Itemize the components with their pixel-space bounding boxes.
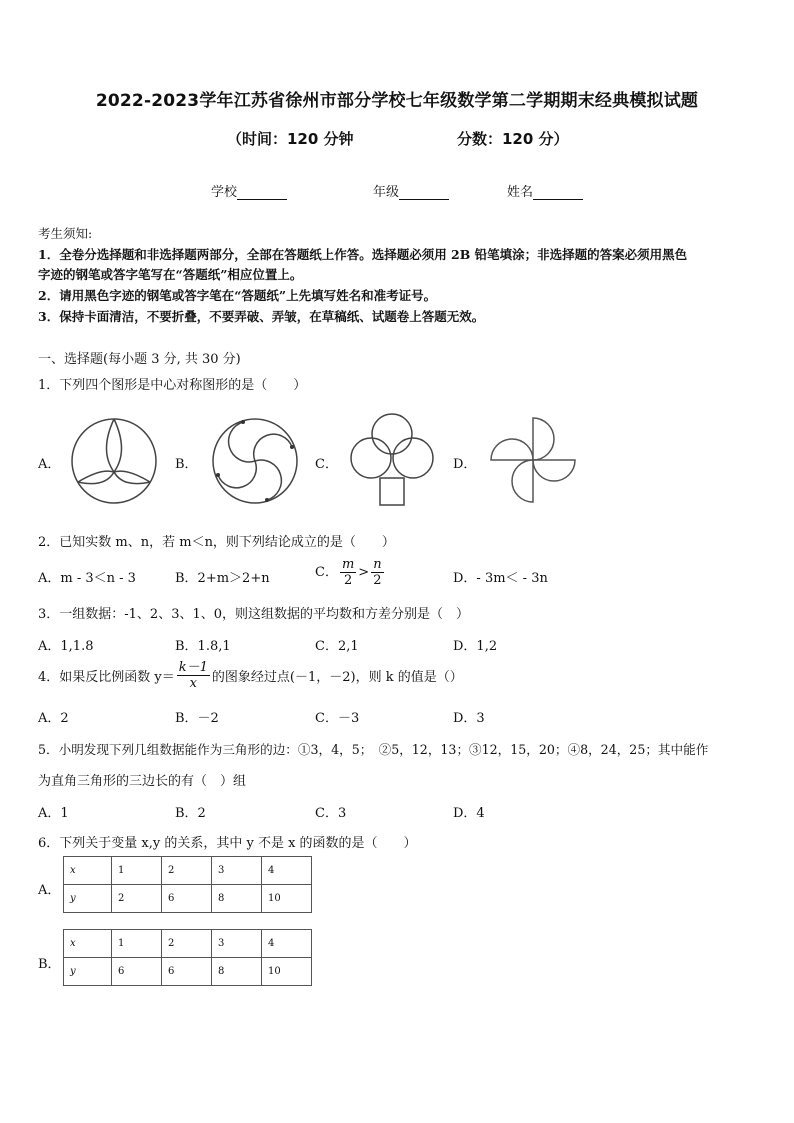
q1-figure-b-swirl-circle [210, 416, 300, 506]
table-header-x: x [64, 857, 112, 885]
q5-stem-line-1: 5．小明发现下列几组数据能作为三角形的边：①3，4，5； ②5，12，13；③12，15，20；④8，24，25；其中能作 [38, 742, 709, 757]
name-label: 姓名 [507, 185, 534, 200]
table-cell: 2 [162, 930, 212, 958]
grade-field[interactable] [373, 181, 449, 200]
q4-fraction-numerator: k－1 [178, 660, 208, 675]
q1-option-d[interactable]: D． [453, 457, 477, 472]
table-cell: 6 [162, 958, 212, 986]
q4-option-b[interactable]: B．－2 [175, 711, 219, 726]
q6-table-a [63, 856, 312, 913]
q3-stem: 3．一组数据：-1、2、3、1、0，则这组数据的平均数和方差分别是（ ） [38, 607, 470, 622]
exam-score: 分数：120 分） [457, 130, 569, 148]
q3-option-b[interactable]: B．1.8,1 [175, 639, 231, 654]
page-title: 2022-2023学年江苏省徐州市部分学校七年级数学第二学期期末经典模拟试题 [95, 91, 699, 111]
q2-option-c-operator: > [358, 565, 370, 580]
q4-option-d[interactable]: D．3 [453, 711, 485, 726]
q2-option-d[interactable]: D．- 3m＜ - 3n [453, 571, 548, 586]
school-field[interactable] [211, 181, 287, 200]
table-cell: 4 [262, 857, 312, 885]
q5-option-c[interactable]: C．3 [315, 806, 347, 821]
q5-stem-line-2: 为直角三角形的三边长的有（ ）组 [38, 774, 247, 789]
q6-option-a[interactable]: A． [38, 883, 61, 898]
table-cell: 10 [262, 958, 312, 986]
q2-fraction-m [340, 557, 356, 588]
q2-fraction-n-numerator: n [373, 557, 382, 572]
grade-label: 年级 [373, 185, 400, 200]
table-row [64, 930, 312, 958]
q1-figure-a-circle-arcs [69, 416, 159, 506]
table-header-x: x [64, 930, 112, 958]
q5-option-d[interactable]: D．4 [453, 806, 485, 821]
notice-item-1-line-1: 1．全卷分选择题和非选择题两部分，全部在答题纸上作答。选择题必须用 2B 铅笔填涂；非选择题的答案必须用黑色 [38, 247, 688, 262]
name-blank[interactable] [533, 186, 583, 200]
q1-stem: 1．下列四个图形是中心对称图形的是（ ） [38, 378, 307, 393]
q4-option-c[interactable]: C．－3 [315, 711, 360, 726]
notice-item-3: 3．保持卡面清洁，不要折叠，不要弄破、弄皱，在草稿纸、试题卷上答题无效。 [38, 309, 485, 324]
q1-option-a[interactable]: A． [38, 457, 61, 472]
q5-option-a[interactable]: A．1 [38, 806, 69, 821]
table-header-y: y [64, 885, 112, 913]
notice-item-1-line-2: 字迹的钢笔或答字笔写在“答题纸”相应位置上。 [38, 267, 303, 282]
q4-fraction-denominator: x [189, 676, 197, 691]
table-header-y: y [64, 958, 112, 986]
table-cell: 8 [212, 885, 262, 913]
table-cell: 6 [162, 885, 212, 913]
table-cell: 3 [212, 930, 262, 958]
table-cell: 10 [262, 885, 312, 913]
q6-table-b [63, 929, 312, 986]
table-cell: 1 [112, 857, 162, 885]
q2-fraction-n [371, 557, 383, 588]
table-cell: 4 [262, 930, 312, 958]
table-cell: 2 [162, 857, 212, 885]
q3-option-c[interactable]: C．2,1 [315, 639, 359, 654]
q1-figure-c-tree [347, 410, 437, 510]
notice-item-2: 2．请用黑色字迹的钢笔或答字笔在“答题纸”上先填写姓名和准考证号。 [38, 288, 437, 303]
table-cell: 2 [112, 885, 162, 913]
q2-stem: 2．已知实数 m、n，若 m＜n，则下列结论成立的是（ ） [38, 535, 395, 550]
q6-stem: 6．下列关于变量 x,y 的关系，其中 y 不是 x 的函数的是（ ） [38, 836, 417, 851]
table-row [64, 857, 312, 885]
q6-option-b[interactable]: B． [38, 957, 61, 972]
q2-option-c[interactable] [315, 557, 386, 588]
q5-option-b[interactable]: B．2 [175, 806, 206, 821]
table-cell: 6 [112, 958, 162, 986]
table-row [64, 958, 312, 986]
exam-time: （时间：120 分钟 [227, 130, 354, 148]
q2-fraction-m-numerator: m [341, 557, 355, 572]
q1-option-b[interactable]: B． [175, 457, 198, 472]
q4-option-a[interactable]: A．2 [38, 711, 69, 726]
table-row [64, 885, 312, 913]
q2-fraction-m-denominator: 2 [343, 573, 353, 588]
school-blank[interactable] [237, 186, 287, 200]
table-cell: 8 [212, 958, 262, 986]
school-label: 学校 [211, 185, 238, 200]
grade-blank[interactable] [399, 186, 449, 200]
q3-option-a[interactable]: A．1,1.8 [38, 639, 94, 654]
q2-option-c-prefix: C． [315, 565, 338, 580]
table-cell: 3 [212, 857, 262, 885]
q2-fraction-n-denominator: 2 [373, 573, 382, 588]
name-field[interactable] [507, 181, 583, 200]
section-heading: 一、选择题(每小题 3 分, 共 30 分) [38, 352, 241, 367]
q2-option-a[interactable]: A．m - 3＜n - 3 [38, 571, 136, 586]
q4-stem-prefix: 4．如果反比例函数 y＝ [38, 670, 175, 685]
q1-option-c[interactable]: C． [315, 457, 338, 472]
q4-stem-suffix: 的图象经过点(－1，－2)，则 k 的值是（） [211, 670, 463, 685]
notice-heading: 考生须知: [38, 226, 93, 241]
table-cell: 1 [112, 930, 162, 958]
q2-option-b[interactable]: B．2+m＞2+n [175, 571, 270, 586]
q1-figure-d-pinwheel [488, 415, 578, 505]
q4-fraction [177, 660, 210, 691]
q4-stem [38, 660, 463, 691]
q3-option-d[interactable]: D．1,2 [453, 639, 498, 654]
